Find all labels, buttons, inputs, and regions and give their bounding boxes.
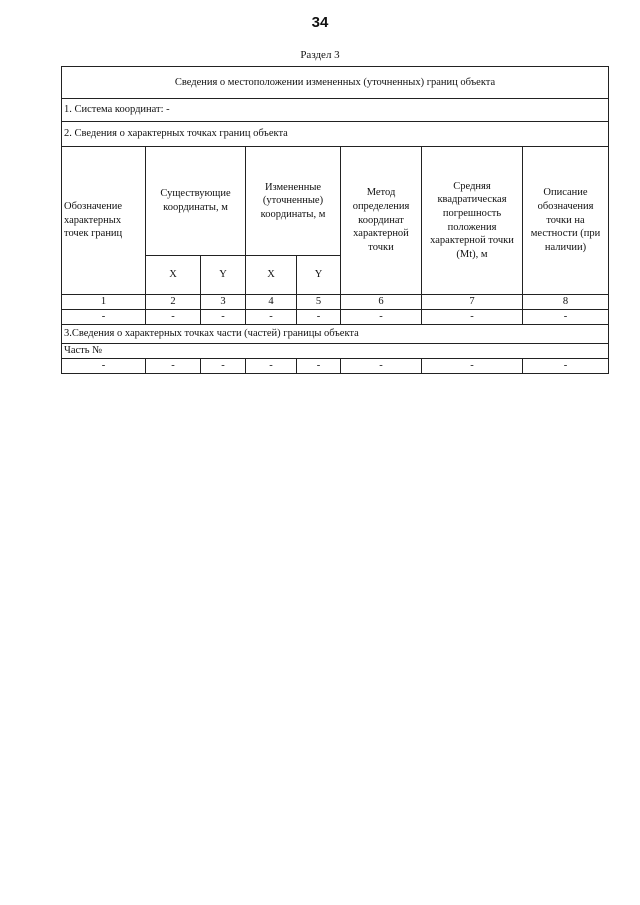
header-existing-y: Y xyxy=(201,256,246,295)
column-number: 1 xyxy=(62,295,146,310)
column-number: 5 xyxy=(297,295,341,310)
coordinate-system: 1. Система координат: - xyxy=(62,99,609,122)
table-cell: - xyxy=(341,358,422,373)
table-cell: - xyxy=(201,358,246,373)
table-title: Сведения о местоположении измененных (уточненных) границ объекта xyxy=(62,67,609,99)
column-number: 2 xyxy=(146,295,201,310)
column-number: 3 xyxy=(201,295,246,310)
parts-section-title: 3.Сведения о характерных точках части (частей) границы объекта xyxy=(62,325,609,344)
header-changed-y: Y xyxy=(297,256,341,295)
header-designation: Обозначение характерных точек границ xyxy=(62,147,146,295)
column-number: 6 xyxy=(341,295,422,310)
header-existing-coords: Существующие координаты, м xyxy=(146,147,246,256)
table-cell: - xyxy=(246,310,297,325)
column-number: 8 xyxy=(523,295,609,310)
table-cell: - xyxy=(62,310,146,325)
table-cell: - xyxy=(62,358,146,373)
table-cell: - xyxy=(422,310,523,325)
section-label: Раздел 3 xyxy=(300,49,340,61)
table-cell: - xyxy=(246,358,297,373)
page-number: 34 xyxy=(311,14,329,31)
header-description: Описание обозначения точки на местности (при наличии) xyxy=(523,147,609,295)
column-number-row xyxy=(62,295,609,310)
points-section-title: 2. Сведения о характерных точках границ объекта xyxy=(62,122,609,147)
table-row xyxy=(62,310,609,325)
table-cell: - xyxy=(523,310,609,325)
table-cell: - xyxy=(201,310,246,325)
table-cell: - xyxy=(297,358,341,373)
table-cell: - xyxy=(297,310,341,325)
table-cell: - xyxy=(422,358,523,373)
table-row xyxy=(62,358,609,373)
part-number-label: Часть № xyxy=(62,344,609,359)
column-number: 4 xyxy=(246,295,297,310)
header-method: Метод определения координат характерной точки xyxy=(341,147,422,295)
table-cell: - xyxy=(146,358,201,373)
boundary-table xyxy=(61,66,609,374)
header-changed-x: X xyxy=(246,256,297,295)
table-cell: - xyxy=(523,358,609,373)
table-cell: - xyxy=(146,310,201,325)
header-mean-error: Средняя квадратическая погрешность положения характерной точки (Mt), м xyxy=(422,147,523,295)
header-changed-coords: Измененные (уточненные) координаты, м xyxy=(246,147,341,256)
table-cell: - xyxy=(341,310,422,325)
column-number: 7 xyxy=(422,295,523,310)
header-existing-x: X xyxy=(146,256,201,295)
